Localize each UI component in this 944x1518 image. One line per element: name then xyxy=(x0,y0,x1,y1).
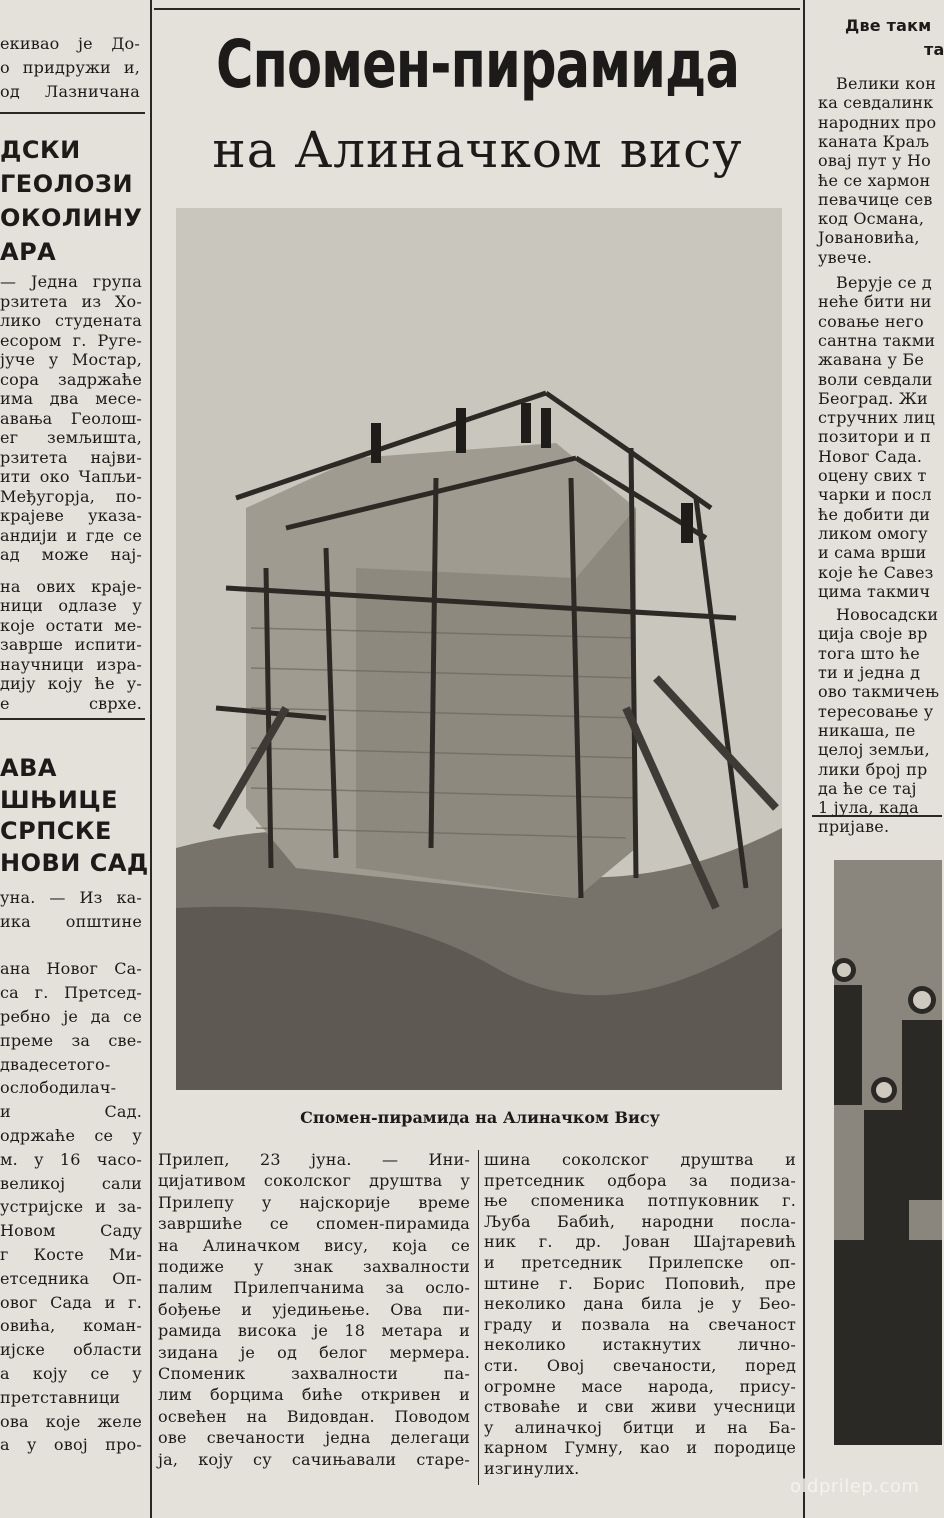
text-line: каната Краљ xyxy=(818,131,930,151)
text-line: жавана у Бе xyxy=(818,350,925,370)
text-line: лим борцима биће откривен и xyxy=(158,1385,470,1405)
text-line: овај пут у Но xyxy=(818,151,931,171)
text-line: Споменик захвалности па- xyxy=(158,1364,470,1383)
text-line: дију коју ће у- xyxy=(0,674,142,693)
text-line: ник г. др. Јован Шајтаревић xyxy=(484,1232,796,1252)
text-line: — Једна група xyxy=(0,272,142,291)
text-line: граду и позвала на свечаност xyxy=(484,1314,796,1334)
text-line: СРПСКЕ xyxy=(0,817,112,845)
text-line: рзитета из Хо- xyxy=(0,291,142,311)
text-line: двадесетого- xyxy=(0,1054,111,1074)
text-line: е сврхе. xyxy=(0,693,142,713)
text-line: АРА xyxy=(0,238,57,266)
text-line: крајеве указа- xyxy=(0,506,142,525)
text-line: сора задржаће xyxy=(0,369,142,389)
text-line: 1 јула, када xyxy=(818,798,919,818)
text-line: подиже у знак захвалности xyxy=(158,1257,470,1276)
text-line: великој сали xyxy=(0,1173,142,1193)
text-line: палим Прилепчанима за осло- xyxy=(158,1278,470,1298)
headline-line-2: на Алиначком вису xyxy=(212,121,743,179)
text-line: које ће Савез xyxy=(818,562,934,582)
right-headline-line: та xyxy=(924,40,944,59)
text-line: певачице сев xyxy=(818,189,933,209)
text-line: екивао је До- xyxy=(0,34,140,53)
text-line: етседника Оп- xyxy=(0,1268,142,1288)
text-line: Прилеп, 23 јуна. — Ини- xyxy=(158,1150,470,1169)
text-line: народних про xyxy=(818,112,937,132)
text-line: овог Сада и г. xyxy=(0,1292,142,1312)
text-line: Новог Сада. xyxy=(818,446,923,466)
text-line: ослободилач- xyxy=(0,1078,117,1098)
monument-photo xyxy=(176,208,782,1090)
text-line: у алиначкој битци и на Ба- xyxy=(484,1417,796,1437)
text-line: ика општине xyxy=(0,911,142,931)
text-line: воли севдали xyxy=(818,369,933,389)
text-line: лико студената xyxy=(0,311,142,330)
text-line: ција своје вр xyxy=(818,624,928,644)
text-line: са г. Претсед- xyxy=(0,983,142,1003)
text-line: и Сад. xyxy=(0,1102,142,1122)
text-line: овића, коман- xyxy=(0,1316,142,1336)
text-line: чарки и посл xyxy=(818,485,932,505)
text-line: ити око Чапљи- xyxy=(0,467,142,486)
headline-line-1: Спомен-пирамида xyxy=(215,26,740,103)
text-line: Верује се д xyxy=(836,273,932,292)
text-line: ег земљишта, xyxy=(0,428,142,447)
column-rule-right xyxy=(803,0,805,1518)
left-col-rule-2 xyxy=(0,718,145,720)
text-line: научници изра- xyxy=(0,654,142,674)
text-line: ње споменика потпуковник г. xyxy=(484,1191,796,1211)
text-line: пријаве. xyxy=(818,817,890,837)
text-line: цима такмич xyxy=(818,581,931,601)
text-line: Љуба Бабић, народни посла- xyxy=(484,1211,796,1231)
right-headline-line: Две такм xyxy=(845,16,932,35)
text-line: ијске области xyxy=(0,1340,142,1360)
text-line: да ће се тај xyxy=(818,778,917,798)
text-line: ана Новог Са- xyxy=(0,959,142,979)
text-line: ка севдалинк xyxy=(818,93,934,113)
text-line: НОВИ САД xyxy=(0,848,149,877)
text-line: има два месе- xyxy=(0,389,142,408)
text-line: на Алиначком вису, која се xyxy=(158,1235,470,1255)
text-line: преме за све- xyxy=(0,1030,142,1050)
text-line: изгинулих. xyxy=(484,1459,580,1478)
text-line: бођење и уједињење. Ова пи- xyxy=(158,1299,470,1319)
text-line: лики број пр xyxy=(818,759,928,779)
text-line: и сама врши xyxy=(818,543,927,563)
text-line: завршиће се спомен-пирамида xyxy=(158,1214,470,1234)
text-line: о придружи и, xyxy=(0,58,140,77)
text-line: уна. — Из ка- xyxy=(0,888,142,907)
text-line: стручних лиц xyxy=(818,408,936,428)
text-line: Новосадски xyxy=(836,605,939,625)
text-line: ДСКИ xyxy=(0,136,81,164)
text-line: Прилепу у најскорије време xyxy=(158,1192,470,1212)
text-line: неколико истакнутих личнo- xyxy=(484,1335,796,1355)
text-line: од Лазничана xyxy=(0,82,140,101)
text-line: Међугорја, по- xyxy=(0,486,142,506)
text-line: авања Геолош- xyxy=(0,408,142,428)
text-line: одржаће се у xyxy=(0,1126,142,1145)
text-line: рзитета најви- xyxy=(0,447,142,467)
text-line: позитори и п xyxy=(818,427,931,447)
text-line: рамида висока је 18 метара и xyxy=(158,1321,470,1341)
text-line: ове свечаности једна делегаци xyxy=(158,1428,470,1448)
text-line: шина соколског друштва и xyxy=(484,1150,796,1169)
text-line: ад може нај- xyxy=(0,545,142,564)
text-line: ти и једна д xyxy=(818,663,921,682)
text-line: ова које желе xyxy=(0,1411,142,1431)
left-col-rule-1 xyxy=(0,112,145,114)
text-line: есором г. Руге- xyxy=(0,330,142,350)
text-line: претседник одбора за подиза- xyxy=(484,1170,796,1190)
text-line: ликом омогу xyxy=(818,523,928,543)
text-line: јуче у Мостар, xyxy=(0,350,142,369)
text-line: које остати ме- xyxy=(0,615,142,635)
watermark-text: oldprilep.com xyxy=(790,1476,920,1497)
text-line: ОКОЛИНУ xyxy=(0,204,143,232)
text-line: сантна такми xyxy=(818,330,936,350)
text-line: ово такмичењ xyxy=(818,682,940,702)
text-line: андији и где се xyxy=(0,525,142,545)
text-line: Новом Саду xyxy=(0,1221,142,1241)
text-line: м. у 16 часо- xyxy=(0,1149,142,1169)
text-line: и претседник Прилепске оп- xyxy=(484,1253,796,1272)
text-line: карном Гумну, као и породице xyxy=(484,1438,796,1458)
photo-caption: Спомен-пирамида на Алиначком Вису xyxy=(300,1108,660,1127)
text-line: цијативом соколског друштва у xyxy=(158,1171,470,1191)
text-line: АВА xyxy=(0,754,57,782)
text-line: на ових краје- xyxy=(0,576,142,596)
text-line: устријске и за- xyxy=(0,1197,142,1217)
text-line: никаша, пе xyxy=(818,720,916,740)
text-line: неће бити ни xyxy=(818,292,932,312)
text-line: г Косте Ми- xyxy=(0,1245,142,1264)
text-line: код Османа, xyxy=(818,209,925,229)
text-line: Велики кон xyxy=(836,74,937,93)
column-rule-left xyxy=(150,0,152,1518)
text-line: зидана је од белог мермера. xyxy=(158,1342,470,1362)
text-line: неколико дана била је у Бео- xyxy=(484,1294,796,1314)
text-line: огромне масе народа, прису- xyxy=(484,1376,796,1396)
body-column-divider xyxy=(478,1150,479,1485)
text-line: ствоваће и сви живи учесници xyxy=(484,1397,796,1417)
text-line: ници одлазе у xyxy=(0,596,142,615)
text-line: увече. xyxy=(818,247,873,267)
text-line: заврше испити- xyxy=(0,635,142,654)
text-line: ребно је да се xyxy=(0,1007,142,1026)
text-line: целој земљи, xyxy=(818,740,930,760)
text-line: ја, коју су сачињавали старе- xyxy=(158,1449,470,1469)
text-line: претставници xyxy=(0,1387,121,1407)
text-line: ће се хармон xyxy=(818,170,931,190)
text-line: тога што ће xyxy=(818,643,920,663)
text-line: оцену свих т xyxy=(818,466,927,485)
text-line: а коју се у xyxy=(0,1364,142,1383)
text-line: Београд. Жи xyxy=(818,388,928,408)
text-line: а у овој про- xyxy=(0,1435,142,1455)
group-photo xyxy=(834,860,942,1445)
text-line: совање него xyxy=(818,311,924,331)
monument-construction-illustration xyxy=(176,208,782,1090)
article-top-rule xyxy=(154,8,800,10)
text-line: Јовановића, xyxy=(818,228,920,248)
text-line: ШЊИЦЕ xyxy=(0,785,119,814)
text-line: штине г. Борис Поповић, пре xyxy=(484,1273,796,1293)
text-line: ГЕОЛОЗИ xyxy=(0,170,134,198)
text-line: тересовање у xyxy=(818,701,934,721)
group-photo-figures xyxy=(834,860,942,1445)
text-line: ће добити ди xyxy=(818,504,931,524)
text-line: освећен на Видовдан. Поводом xyxy=(158,1406,470,1426)
text-line: сти. Овој свечаности, поред xyxy=(484,1356,796,1375)
